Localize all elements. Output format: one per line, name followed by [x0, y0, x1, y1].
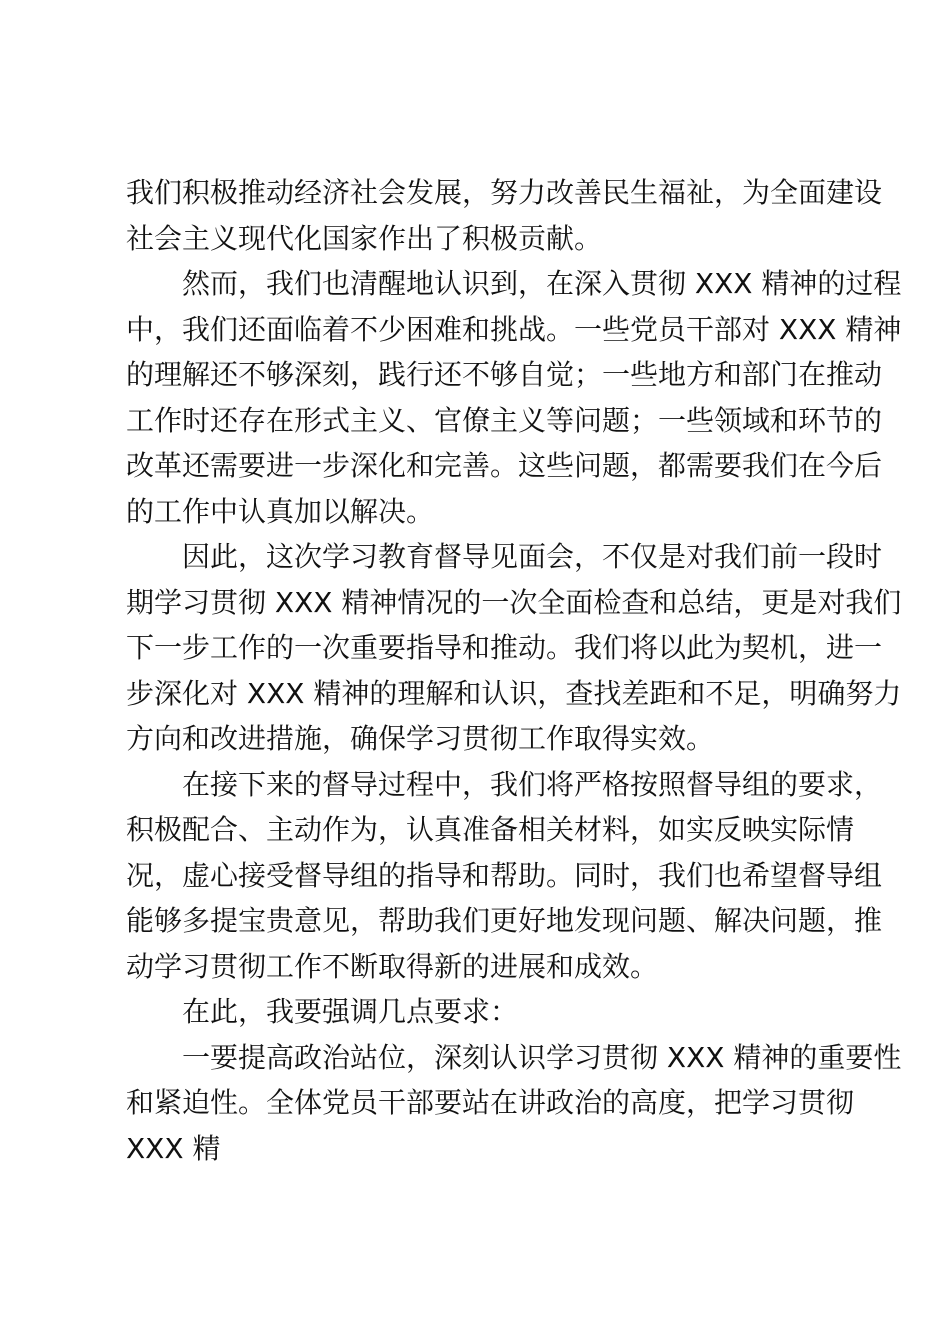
text-line: 中，我们还面临着不少困难和挑战。一些党员干部对 XXX 精神 — [126, 312, 902, 346]
text-line: 期学习贯彻 XXX 精神情况的一次全面检查和总结，更是对我们 — [126, 585, 902, 619]
text-line: 社会主义现代化国家作出了积极贡献。 — [126, 221, 603, 255]
text-line: 积极配合、主动作为，认真准备相关材料，如实反映实际情 — [126, 813, 855, 846]
text-line: 的理解还不够深刻，践行还不够自觉；一些地方和部门在推动 — [126, 358, 883, 391]
text-line: 在此，我要强调几点要求： — [182, 995, 519, 1028]
text-line: 工作时还存在形式主义、官僚主义等问题；一些领域和环节的 — [126, 403, 883, 437]
text-line: 能够多提宝贵意见，帮助我们更好地发现问题、解决问题，推 — [126, 904, 883, 937]
text-line: 动学习贯彻工作不断取得新的进展和成效。 — [126, 949, 659, 983]
text-line: 方向和改进措施，确保学习贯彻工作取得实效。 — [126, 722, 715, 755]
text-line: 然而，我们也清醒地认识到，在深入贯彻 XXX 精神的过程 — [182, 267, 902, 300]
text-line: XXX 精 — [126, 1131, 221, 1165]
text-line: 的工作中认真加以解决。 — [126, 494, 435, 528]
text-line: 我们积极推动经济社会发展，努力改善民生福祉，为全面建设 — [126, 176, 883, 209]
text-line: 下一步工作的一次重要指导和推动。我们将以此为契机，进一 — [126, 631, 883, 664]
text-line: 况，虚心接受督导组的指导和帮助。同时，我们也希望督导组 — [126, 858, 883, 892]
text-line: 步深化对 XXX 精神的理解和认识，查找差距和不足，明确努力 — [126, 676, 902, 710]
document-body — [126, 170, 902, 1171]
text-line: 在接下来的督导过程中，我们将严格按照督导组的要求， — [182, 767, 883, 801]
text-line: 改革还需要进一步深化和完善。这些问题，都需要我们在今后 — [126, 449, 883, 482]
text-line: 和紧迫性。全体党员干部要站在讲政治的高度，把学习贯彻 — [126, 1086, 855, 1119]
text-line: 因此，这次学习教育督导见面会，不仅是对我们前一段时 — [182, 540, 883, 573]
text-line: 一要提高政治站位，深刻认识学习贯彻 XXX 精神的重要性 — [182, 1040, 902, 1074]
